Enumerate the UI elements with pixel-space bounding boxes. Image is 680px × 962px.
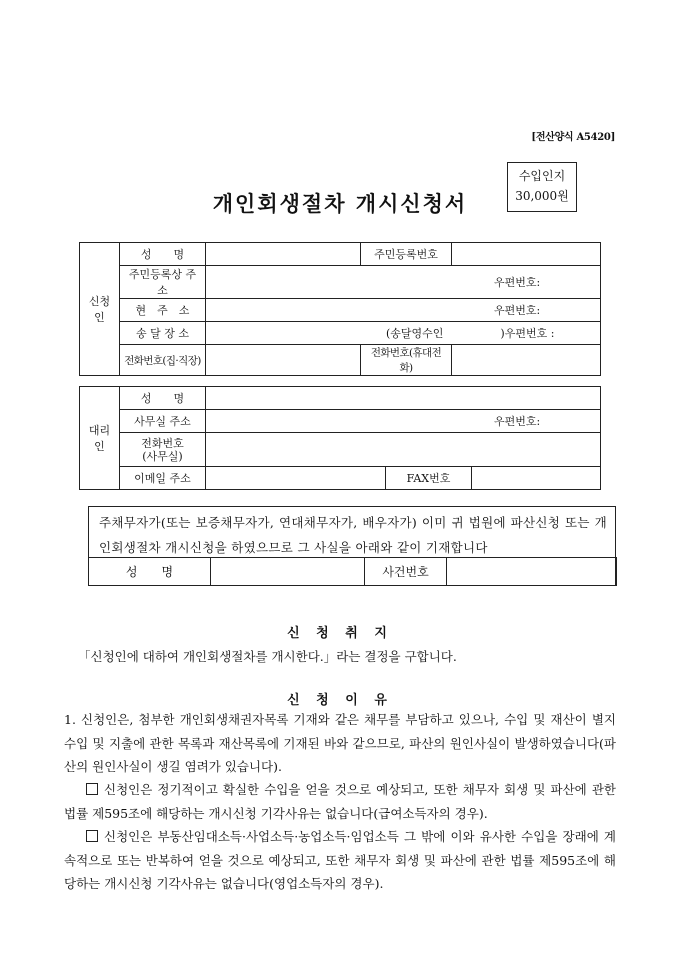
agent-office-label: 사무실 주소	[120, 410, 206, 433]
reason-option-2	[64, 825, 616, 896]
applicant-phone-field[interactable]	[206, 345, 361, 376]
agent-name-label: 성 명	[120, 387, 206, 410]
form-code: [전산양식 A5420]	[531, 132, 615, 143]
prior-case-field[interactable]	[447, 558, 617, 586]
agent-phone-label-line1: 전화번호	[141, 436, 184, 450]
agent-email-label: 이메일 주소	[120, 467, 206, 490]
stamp-label: 수입인지	[518, 169, 566, 183]
prior-case-label: 사건번호	[365, 558, 447, 586]
agent-fax-label: FAX번호	[386, 467, 472, 490]
applicant-reg-address-label: 주민등록상 주소	[120, 266, 206, 299]
applicant-section-label: 신청인	[80, 243, 120, 376]
applicant-name-label: 성 명	[120, 243, 206, 266]
reason-option-2-text: 신청인은 부동산임대소득·사업소득·농업소득·임업소득 그 밖에 이와 유사한 수입을 장래에 계속적으로 또는 반복하여 얻을 것으로 예상되고, 또한 채무자 회생 및 파산에 관한 법률 제595조에 해당하는 개시신청 기각사유는 없습니다(영업소득자의 경우).	[64, 829, 616, 891]
applicant-reg-address-field[interactable]	[206, 266, 601, 299]
delivery-postal-label: )우편번호 :	[500, 327, 555, 340]
agent-phone-field[interactable]	[206, 433, 601, 467]
purpose-heading: 신 청 취 지	[287, 626, 393, 641]
applicant-name-field[interactable]	[206, 243, 361, 266]
agent-table	[79, 386, 601, 490]
applicant-delivery-field[interactable]	[206, 322, 601, 345]
applicant-current-postal-label: 우편번호:	[494, 304, 541, 317]
applicant-rrn-field[interactable]	[452, 243, 601, 266]
document-title: 개인회생절차 개시신청서	[212, 191, 468, 216]
stamp-amount: 30,000원	[515, 189, 569, 203]
business-income-checkbox[interactable]	[86, 830, 98, 842]
applicant-mobile-label: 전화번호(휴대전화)	[361, 345, 452, 376]
applicant-delivery-label: 송 달 장 소	[120, 322, 206, 345]
reason-item-1: 1. 신청인은, 첨부한 개인회생채권자목록 기재와 같은 채무를 부담하고 있으나, 수입 및 재산이 별지 수입 및 지출에 관한 목록과 재산목록에 기재된 바와 같으므로, 파산의 원인사실이 발생하였습니다(파산의 원인사실이 생길 염려가 있습니다).	[64, 712, 616, 774]
notice-text: 주채무자가(또는 보증채무자가, 연대채무자가, 배우자가) 이미 귀 법원에 파산신청 또는 개인회생절차 개시신청을 하였으므로 그 사실을 아래와 같이 기재합니다	[99, 515, 607, 555]
salary-checkbox[interactable]	[86, 783, 98, 795]
agent-postal-label: 우편번호:	[494, 415, 541, 428]
reason-heading: 신 청 이 유	[287, 693, 393, 708]
agent-office-field[interactable]	[206, 410, 601, 433]
applicant-current-address-field[interactable]	[206, 299, 601, 322]
prior-name-label: 성 명	[89, 558, 211, 586]
agent-section-label: 대리인	[80, 387, 120, 490]
agent-name-field[interactable]	[206, 387, 601, 410]
reason-option-1-text: 신청인은 정기적이고 확실한 수입을 얻을 것으로 예상되고, 또한 채무자 회생 및 파산에 관한 법률 제595조에 해당하는 개시신청 기각사유는 없습니다(급여소득자의 경우).	[64, 782, 616, 821]
agent-phone-label	[120, 433, 206, 467]
reason-option-1	[64, 778, 616, 825]
prior-name-field[interactable]	[211, 558, 365, 586]
applicant-phone-label: 전화번호(집·직장)	[120, 345, 206, 376]
agent-email-field[interactable]	[206, 467, 386, 490]
agent-phone-label-line2: (사무실)	[142, 449, 183, 463]
applicant-rrn-label: 주민등록번호	[361, 243, 452, 266]
agent-fax-field[interactable]	[472, 467, 601, 490]
purpose-text: 「신청인에 대하여 개인회생절차를 개시한다.」라는 결정을 구합니다.	[78, 649, 457, 664]
applicant-table	[79, 242, 601, 376]
applicant-current-address-label: 현 주 소	[120, 299, 206, 322]
prior-filing-table	[88, 557, 617, 586]
applicant-reg-postal-label: 우편번호:	[494, 276, 541, 289]
prior-filing-notice	[88, 506, 616, 586]
delivery-receiver-label: (송달영수인	[386, 327, 444, 340]
applicant-mobile-field[interactable]	[452, 345, 601, 376]
